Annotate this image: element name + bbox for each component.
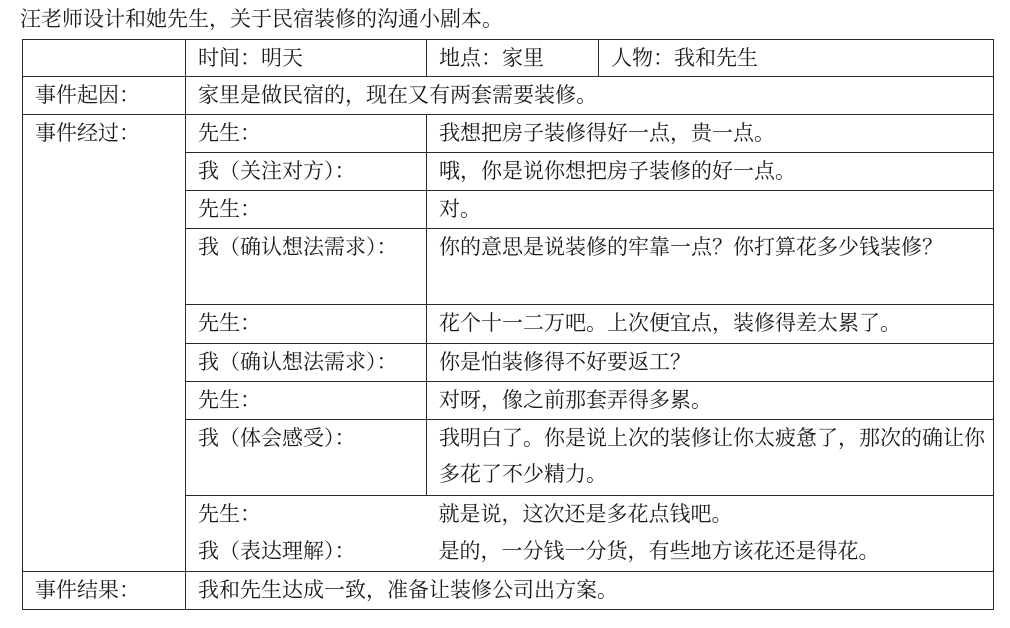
- dialogue-line: 对呀，像之前那套弄得多累。: [427, 381, 994, 419]
- result-label: 事件结果：: [23, 571, 186, 609]
- dialogue-speaker: 先生：: [186, 305, 427, 343]
- header-empty-cell: [23, 40, 186, 77]
- cause-text: 家里是做民宿的，现在又有两套需要装修。: [186, 77, 994, 115]
- header-people: 人物：我和先生: [599, 40, 994, 77]
- dialogue-speaker: 我（表达理解）：: [186, 533, 427, 571]
- dialogue-line: 我明白了。你是说上次的装修让你太疲惫了，那次的确让你多花了不少精力。: [427, 419, 994, 495]
- dialogue-speaker: 先生：: [186, 191, 427, 229]
- script-table: [22, 39, 994, 610]
- dialogue-line: 你的意思是说装修的牢靠一点？你打算花多少钱装修？: [427, 229, 994, 305]
- header-row: [23, 40, 994, 77]
- header-place: 地点：家里: [427, 40, 599, 77]
- page-title: 汪老师设计和她先生，关于民宿装修的沟通小剧本。: [20, 7, 503, 31]
- dialogue-line: 是的，一分钱一分货，有些地方该花还是得花。: [427, 533, 994, 571]
- dialogue-line: 对。: [427, 191, 994, 229]
- cause-row: [23, 77, 994, 115]
- result-row: [23, 571, 994, 609]
- dialogue-speaker: 我（确认想法需求）：: [186, 229, 427, 305]
- dialogue-speaker: 先生：: [186, 115, 427, 153]
- result-text: 我和先生达成一致，准备让装修公司出方案。: [186, 571, 994, 609]
- process-label: 事件经过：: [23, 115, 186, 572]
- dialogue-line: 你是怕装修得不好要返工？: [427, 343, 994, 381]
- dialogue-speaker: 我（确认想法需求）：: [186, 343, 427, 381]
- header-time: 时间：明天: [186, 40, 427, 77]
- dialogue-row: [23, 115, 994, 153]
- dialogue-speaker: 先生：: [186, 495, 427, 533]
- dialogue-line: 哦，你是说你想把房子装修的好一点。: [427, 153, 994, 191]
- dialogue-speaker: 我（体会感受）：: [186, 419, 427, 495]
- dialogue-line: 花个十一二万吧。上次便宜点，装修得差太累了。: [427, 305, 994, 343]
- dialogue-speaker: 我（关注对方）：: [186, 153, 427, 191]
- cause-label: 事件起因：: [23, 77, 186, 115]
- dialogue-line: 我想把房子装修得好一点，贵一点。: [427, 115, 994, 153]
- dialogue-speaker: 先生：: [186, 381, 427, 419]
- dialogue-line: 就是说，这次还是多花点钱吧。: [427, 495, 994, 533]
